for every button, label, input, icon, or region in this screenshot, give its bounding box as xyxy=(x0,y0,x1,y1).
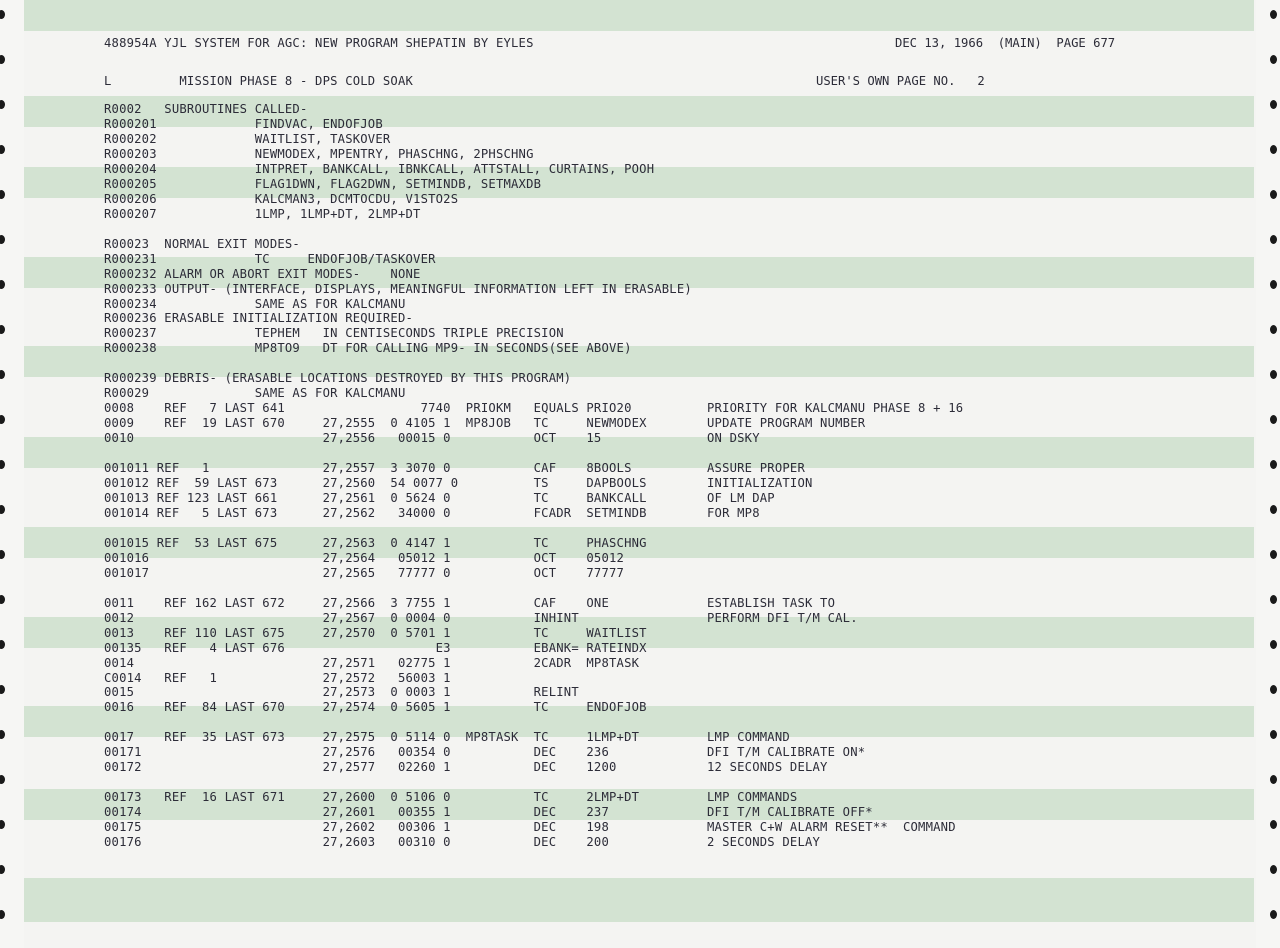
tractor-hole xyxy=(1270,100,1277,109)
listing-line: R000234 SAME AS FOR KALCMANU xyxy=(104,296,406,311)
tractor-hole xyxy=(1270,55,1277,64)
listing-line: 001013 REF 123 LAST 661 27,2561 0 5624 0 TC BANKCALL OF LM DAP xyxy=(104,491,775,505)
listing-line: 0014 27,2571 02775 1 2CADR MP8TASK xyxy=(104,655,640,670)
listing-line: 00175 27,2602 00306 1 DEC 198 MASTER C+W ALARM RESET** COMMAND xyxy=(104,820,956,835)
tractor-hole xyxy=(0,145,5,154)
tractor-hole xyxy=(1270,280,1277,289)
tractor-hole xyxy=(1270,595,1277,604)
listing-line: 001014 REF 5 LAST 673 27,2562 34000 0 FCADR SETMINDB FOR MP8 xyxy=(104,505,760,520)
tractor-hole xyxy=(0,10,5,19)
listing-line: 001015 REF 53 LAST 675 27,2563 0 4147 1 TC PHASCHNG xyxy=(104,535,647,550)
listing-line: R000239 DEBRIS- (ERASABLE LOCATIONS DESTROYED BY THIS PROGRAM) xyxy=(104,371,572,386)
tractor-hole xyxy=(1270,550,1277,559)
listing-line: 001011 REF 1 27,2557 3 3070 0 CAF 8BOOLS ASSURE PROPER xyxy=(104,461,805,475)
listing-line: 0015 27,2573 0 0003 1 RELINT xyxy=(104,685,579,700)
listing-line: 0013 REF 110 LAST 675 27,2570 0 5701 1 TC WAITLIST xyxy=(104,625,647,640)
listing-line: 00176 27,2603 00310 0 DEC 200 2 SECONDS DELAY xyxy=(104,835,821,849)
tractor-hole xyxy=(0,505,5,514)
tractor-hole xyxy=(1270,235,1277,244)
listing-line: R000238 MP8TO9 DT FOR CALLING MP9- IN SECONDS(SEE ABOVE) xyxy=(104,341,632,356)
tractor-hole xyxy=(1270,415,1277,424)
tractor-hole xyxy=(0,325,5,334)
subheader-user-page: USER'S OWN PAGE NO. 2 xyxy=(816,74,985,88)
tractor-hole xyxy=(1270,865,1277,874)
tractor-hole xyxy=(1270,145,1277,154)
tractor-hole xyxy=(0,190,5,199)
tractor-hole xyxy=(1270,820,1277,829)
tractor-hole xyxy=(0,55,5,64)
tractor-hole xyxy=(0,370,5,379)
listing-line: R000205 FLAG1DWN, FLAG2DWN, SETMINDB, SETMAXDB xyxy=(104,176,542,191)
listing-line: R000232 ALARM OR ABORT EXIT MODES- NONE xyxy=(104,266,421,281)
tractor-hole xyxy=(0,550,5,559)
listing-line: R00023 NORMAL EXIT MODES- xyxy=(104,236,300,251)
tractor-hole xyxy=(0,415,5,424)
listing-line: 001017 27,2565 77777 0 OCT 77777 xyxy=(104,565,625,580)
listing-line: 00171 27,2576 00354 0 DEC 236 DFI T/M CALIBRATE ON* xyxy=(104,745,866,760)
tractor-hole xyxy=(1270,640,1277,649)
tractor-hole xyxy=(1270,910,1277,919)
listing-line: R000207 1LMP, 1LMP+DT, 2LMP+DT xyxy=(104,206,421,221)
listing-line: 0016 REF 84 LAST 670 27,2574 0 5605 1 TC ENDOFJOB xyxy=(104,700,647,715)
tractor-hole xyxy=(1270,190,1277,199)
listing-line: R0002 SUBROUTINES CALLED- xyxy=(104,102,308,116)
greenbar-band xyxy=(24,0,1254,31)
listing-line: 001016 27,2564 05012 1 OCT 05012 xyxy=(104,550,625,565)
tractor-hole xyxy=(0,910,5,919)
tractor-hole xyxy=(0,730,5,739)
header-date-page: DEC 13, 1966 (MAIN) PAGE 677 xyxy=(895,36,1116,50)
tractor-hole xyxy=(0,100,5,109)
listing-line: 00173 REF 16 LAST 671 27,2600 0 5106 0 TC 2LMP+DT LMP COMMANDS xyxy=(104,790,798,805)
tractor-hole xyxy=(0,640,5,649)
listing-line: R000203 NEWMODEX, MPENTRY, PHASCHNG, 2PHSCHNG xyxy=(104,146,534,161)
listing-line: R000201 FINDVAC, ENDOFJOB xyxy=(104,117,383,131)
tractor-hole xyxy=(0,775,5,784)
listing-line: 0008 REF 7 LAST 641 7740 PRIOKM EQUALS PRIO20 PRIORITY FOR KALCMANU PHASE 8 + 16 xyxy=(104,401,964,416)
greenbar-band xyxy=(18,878,1254,922)
tractor-hole xyxy=(0,595,5,604)
listing-line: 0017 REF 35 LAST 673 27,2575 0 5114 0 MP8TASK TC 1LMP+DT LMP COMMAND xyxy=(104,730,790,745)
tractor-hole xyxy=(0,865,5,874)
tractor-hole xyxy=(0,460,5,469)
tractor-hole xyxy=(1270,775,1277,784)
listing-line: R000202 WAITLIST, TASKOVER xyxy=(104,131,391,146)
tractor-hole xyxy=(1270,505,1277,514)
listing-line: R000206 KALCMAN3, DCMTOCDU, V1STO2S xyxy=(104,191,459,206)
right-tractor-strip xyxy=(1256,0,1280,948)
listing-line: 00174 27,2601 00355 1 DEC 237 DFI T/M CALIBRATE OFF* xyxy=(104,805,873,820)
listing-line: R000204 INTPRET, BANKCALL, IBNKCALL, ATTSTALL, CURTAINS, POOH xyxy=(104,161,655,176)
tractor-hole xyxy=(0,820,5,829)
listing-line: C0014 REF 1 27,2572 56003 1 xyxy=(104,670,451,685)
listing-line: 0010 27,2556 00015 0 OCT 15 ON DSKY xyxy=(104,431,760,446)
left-tractor-strip xyxy=(0,0,24,948)
tractor-hole xyxy=(1270,325,1277,334)
tractor-hole xyxy=(1270,10,1277,19)
tractor-hole xyxy=(1270,730,1277,739)
header-title: 488954A YJL SYSTEM FOR AGC: NEW PROGRAM SHEPATIN BY EYLES xyxy=(104,36,534,50)
tractor-hole xyxy=(0,280,5,289)
listing-line: 0011 REF 162 LAST 672 27,2566 3 7755 1 CAF ONE ESTABLISH TASK TO xyxy=(104,595,836,610)
listing-line: 00135 REF 4 LAST 676 E3 EBANK= RATEINDX xyxy=(104,640,647,655)
subheader-mission: L MISSION PHASE 8 - DPS COLD SOAK xyxy=(104,74,414,88)
listing-line: 0012 27,2567 0 0004 0 INHINT PERFORM DFI T/M CAL. xyxy=(104,610,858,625)
tractor-hole xyxy=(0,235,5,244)
tractor-hole xyxy=(1270,370,1277,379)
listing-line: R000237 TEPHEM IN CENTISECONDS TRIPLE PRECISION xyxy=(104,326,564,341)
tractor-hole xyxy=(1270,685,1277,694)
listing-line: R000236 ERASABLE INITIALIZATION REQUIRED- xyxy=(104,311,414,326)
listing-line: R00029 SAME AS FOR KALCMANU xyxy=(104,386,406,401)
listing-line: R000233 OUTPUT- (INTERFACE, DISPLAYS, MEANINGFUL INFORMATION LEFT IN ERASABLE) xyxy=(104,281,692,296)
listing-line: 00172 27,2577 02260 1 DEC 1200 12 SECONDS DELAY xyxy=(104,760,828,775)
listing-line: 001012 REF 59 LAST 673 27,2560 54 0077 0 TS DAPBOOLS INITIALIZATION xyxy=(104,476,813,490)
listing-line: R000231 TC ENDOFJOB/TASKOVER xyxy=(104,251,436,266)
listing-line: 0009 REF 19 LAST 670 27,2555 0 4105 1 MP8JOB TC NEWMODEX UPDATE PROGRAM NUMBER xyxy=(104,416,866,431)
tractor-hole xyxy=(0,685,5,694)
tractor-hole xyxy=(1270,460,1277,469)
